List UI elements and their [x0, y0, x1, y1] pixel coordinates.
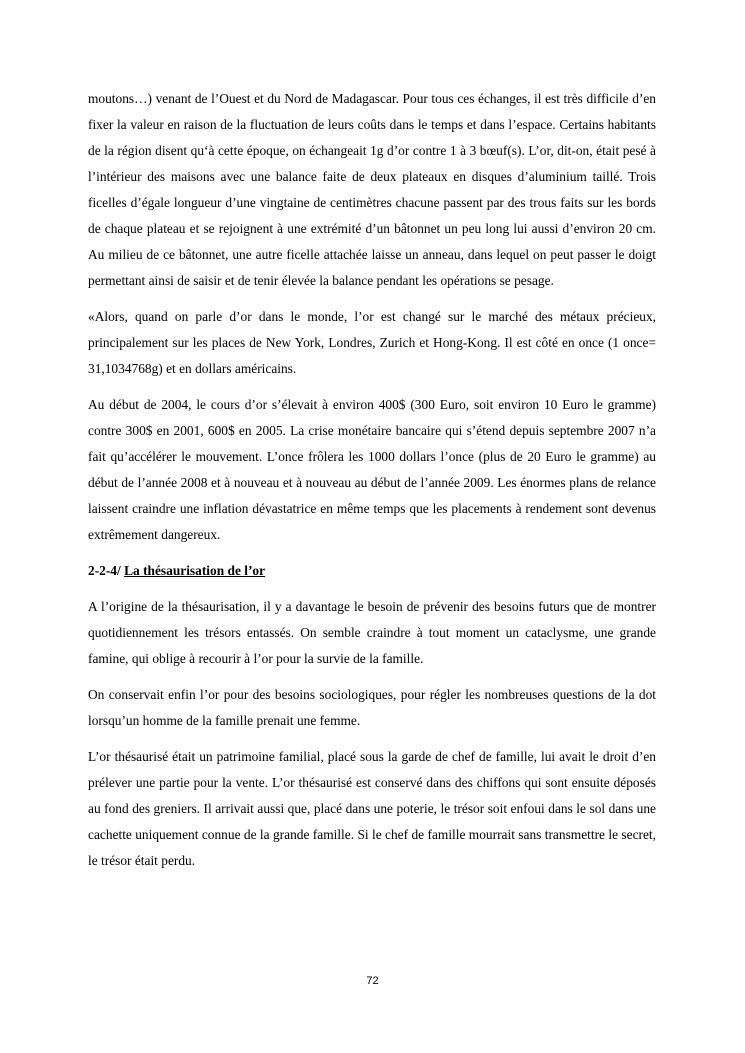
paragraph-family-heritage: L’or thésaurisé était un patrimoine familial, placé sous la garde de chef de famille, lui avait le droit d’en prélever une partie pour la vente. L’or thésaurisé est conservé dans des chiffons qui sont ensuite déposés au fond des greniers. Il arrivait aussi que, placé dans une poterie, le trésor soit enfoui dans le sol dans une cachette uniquement connue de la grande famille. Si le chef de famille mourrait sans transmettre le secret, le trésor était perdu. [88, 749, 656, 868]
paragraph-gold-market: «Alors, quand on parle d’or dans le monde, l’or est changé sur le marché des métaux précieux, principalement sur les places de New York, Londres, Zurich et Hong-Kong. Il est côté en once (1 once= 31,1034768g) et en dollars américains. [88, 309, 656, 376]
page-body [88, 86, 656, 884]
paragraph-gold-price-history: Au début de 2004, le cours d’or s’élevait à environ 400$ (300 Euro, soit environ 10 Euro le gramme) contre 300$ en 2001, 600$ en 2005. La crise monétaire bancaire qui s’étend depuis septembre 2007 n’a fait qu’accélérer le mouvement. L’once frôlera les 1000 dollars l’once (plus de 20 Euro le gramme) au début de l’année 2008 et à nouveau et à nouveau au début de l’année 2009. Les énormes plans de relance laissent craindre une inflation dévastatrice en même temps que les placements à rendement sont devenus extrêmement dangereux. [88, 397, 656, 542]
page-number: 72 [366, 975, 379, 987]
section-number: 2-2-4/ [88, 563, 121, 578]
section-heading [88, 558, 656, 584]
section-title: La thésaurisation de l’or [124, 563, 266, 578]
paragraph-sociological-needs: On conservait enfin l’or pour des besoins sociologiques, pour régler les nombreuses questions de la dot lorsqu’un homme de la famille prenait une femme. [88, 687, 656, 728]
paragraph-hoarding-origin: A l’origine de la thésaurisation, il y a davantage le besoin de prévenir des besoins futurs que de montrer quotidiennement les trésors entassés. On semble craindre à tout moment un cataclysme, une grande famine, qui oblige à recourir à l’or pour la survie de la famille. [88, 599, 656, 666]
paragraph-balance-description: moutons…) venant de l’Ouest et du Nord de Madagascar. Pour tous ces échanges, il est très difficile d’en fixer la valeur en raison de la fluctuation de leurs coûts dans le temps et dans l’espace. Certains habitants de la région disent qu‘à cette époque, on échangeait 1g d’or contre 1 à 3 bœuf(s). L’or, dit-on, était pesé à l’intérieur des maisons avec une balance faite de deux plateaux en disques d’aluminium taillé. Trois ficelles d’égale longueur d’une vingtaine de centimètres chacune passent par des trous faits sur les bords de chaque plateau et se rejoignent à une extrémité d’un bâtonnet un peu long lui aussi d’environ 20 cm. Au milieu de ce bâtonnet, une autre ficelle attachée laisse un anneau, dans lequel on peut passer le doigt permettant ainsi de saisir et de tenir élevée la balance pendant les opérations se pesage. [88, 91, 656, 288]
